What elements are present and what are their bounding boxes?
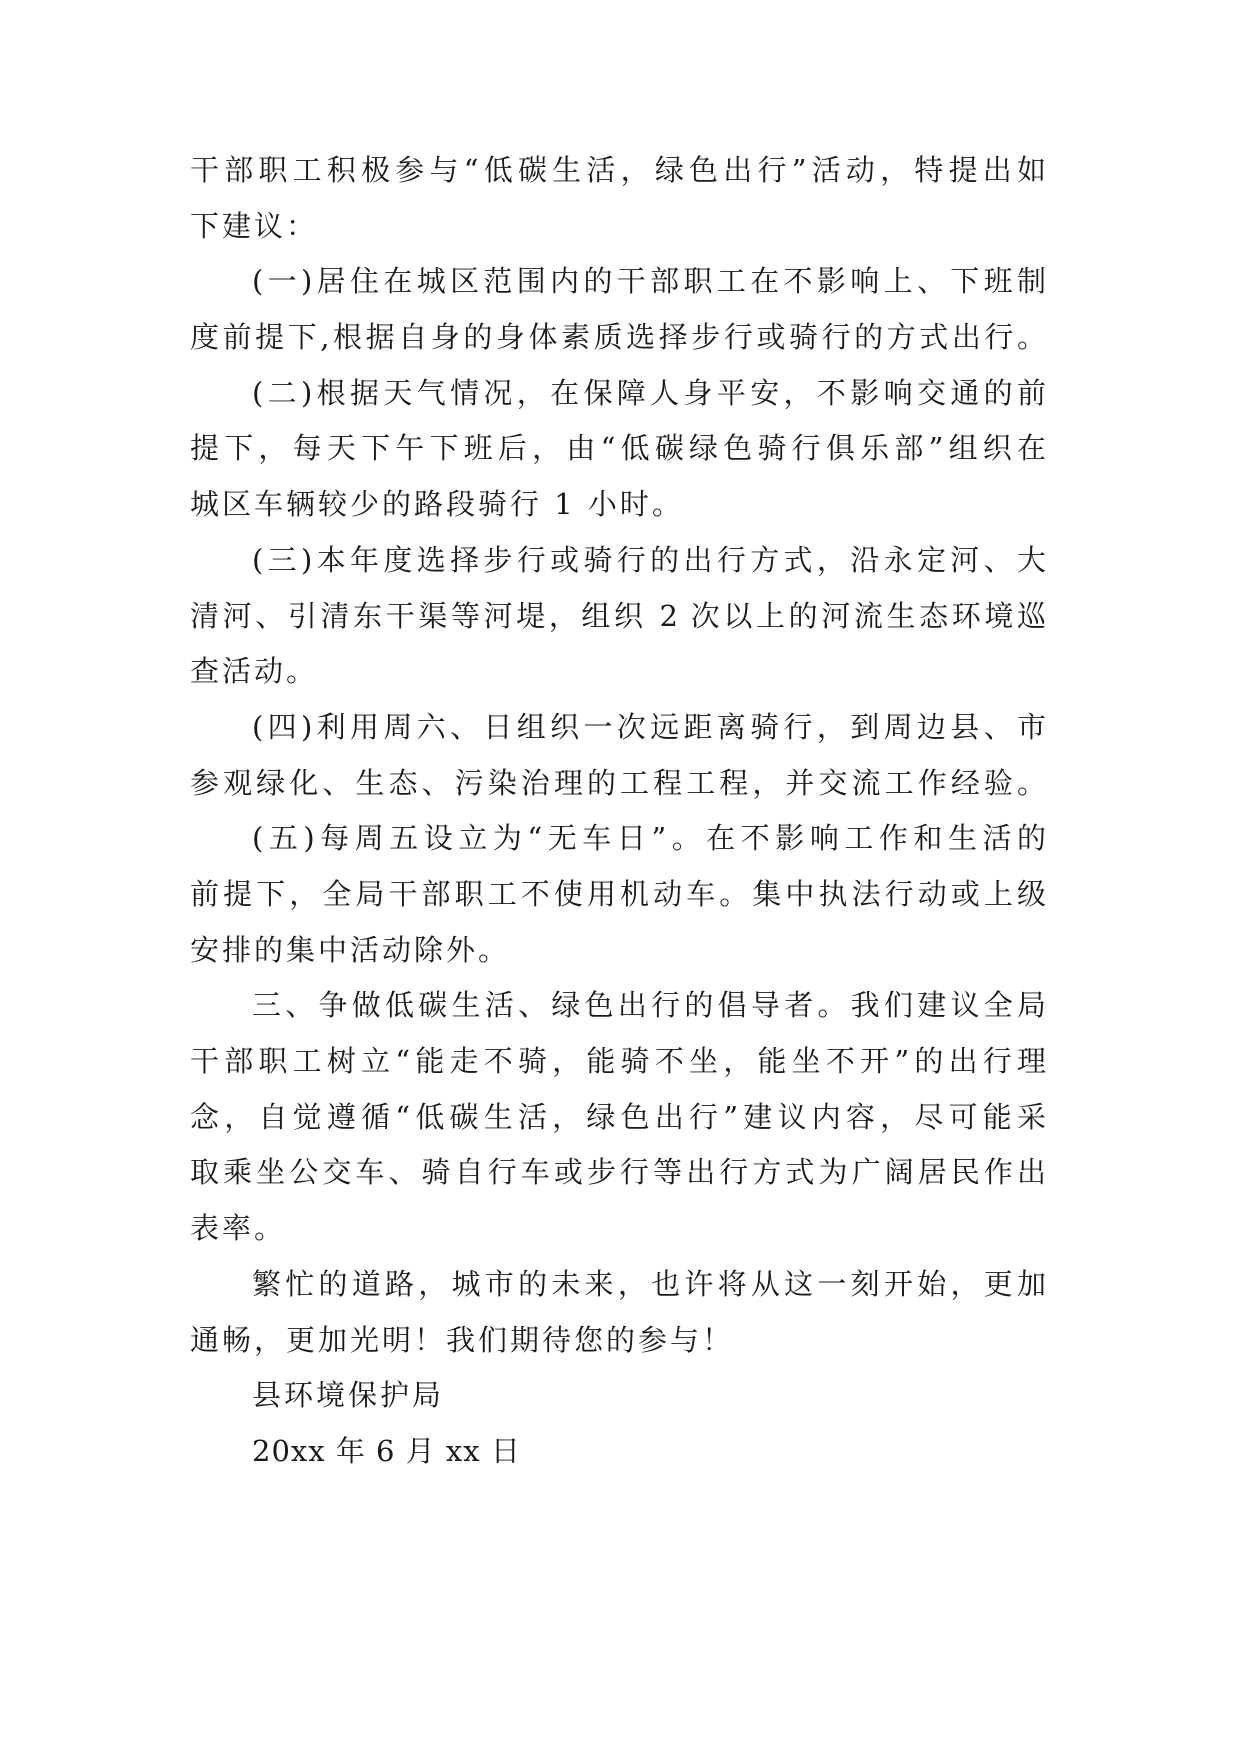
- text-line: 表率。: [190, 1211, 287, 1245]
- text-line: 前提下，全局干部职工不使用机动车。集中执法行动或上级: [190, 877, 1046, 911]
- text-line: 三、争做低碳生活、绿色出行的倡导者。我们建议全局: [252, 988, 1046, 1022]
- text-line: 念，自觉遵循“低碳生活，绿色出行”建议内容，尽可能采: [190, 1100, 1046, 1134]
- text-line: (四)利用周六、日组织一次远距离骑行，到周边县、市: [252, 710, 1046, 744]
- text-line: 查活动。: [190, 654, 319, 688]
- text-line: 度前提下,根据自身的身体素质选择步行或骑行的方式出行。: [190, 320, 1046, 354]
- text-line: 通畅，更加光明！我们期待您的参与！: [190, 1323, 735, 1357]
- text-line: 城区车辆较少的路段骑行 1 小时。: [190, 487, 684, 521]
- text-line: (一)居住在城区范围内的干部职工在不影响上、下班制: [252, 264, 1046, 298]
- text-line: 干部职工积极参与“低碳生活，绿色出行”活动，特提出如: [190, 153, 1046, 187]
- text-line: 繁忙的道路，城市的未来，也许将从这一刻开始，更加: [252, 1267, 1046, 1301]
- text-line: 下建议：: [190, 209, 319, 243]
- text-line: 安排的集中活动除外。: [190, 933, 511, 967]
- text-line: 提下，每天下午下班后，由“低碳绿色骑行俱乐部”组织在: [190, 431, 1046, 465]
- text-line: 清河、引清东干渠等河堤，组织 2 次以上的河流生态环境巡: [190, 599, 1046, 633]
- signature-date: 20xx 年 6 月 xx 日: [252, 1434, 521, 1468]
- text-line: (三)本年度选择步行或骑行的出行方式，沿永定河、大: [252, 543, 1046, 577]
- text-line: (五)每周五设立为“无车日”。在不影响工作和生活的: [252, 821, 1046, 855]
- text-line: 干部职工树立“能走不骑，能骑不坐，能坐不开”的出行理: [190, 1044, 1046, 1078]
- text-line: 取乘坐公交车、骑自行车或步行等出行方式为广阔居民作出: [190, 1155, 1046, 1189]
- signature-organization: 县环境保护局: [252, 1378, 445, 1412]
- text-line: (二)根据天气情况，在保障人身平安，不影响交通的前: [252, 376, 1046, 410]
- text-line: 参观绿化、生态、污染治理的工程工程，并交流工作经验。: [190, 766, 1046, 800]
